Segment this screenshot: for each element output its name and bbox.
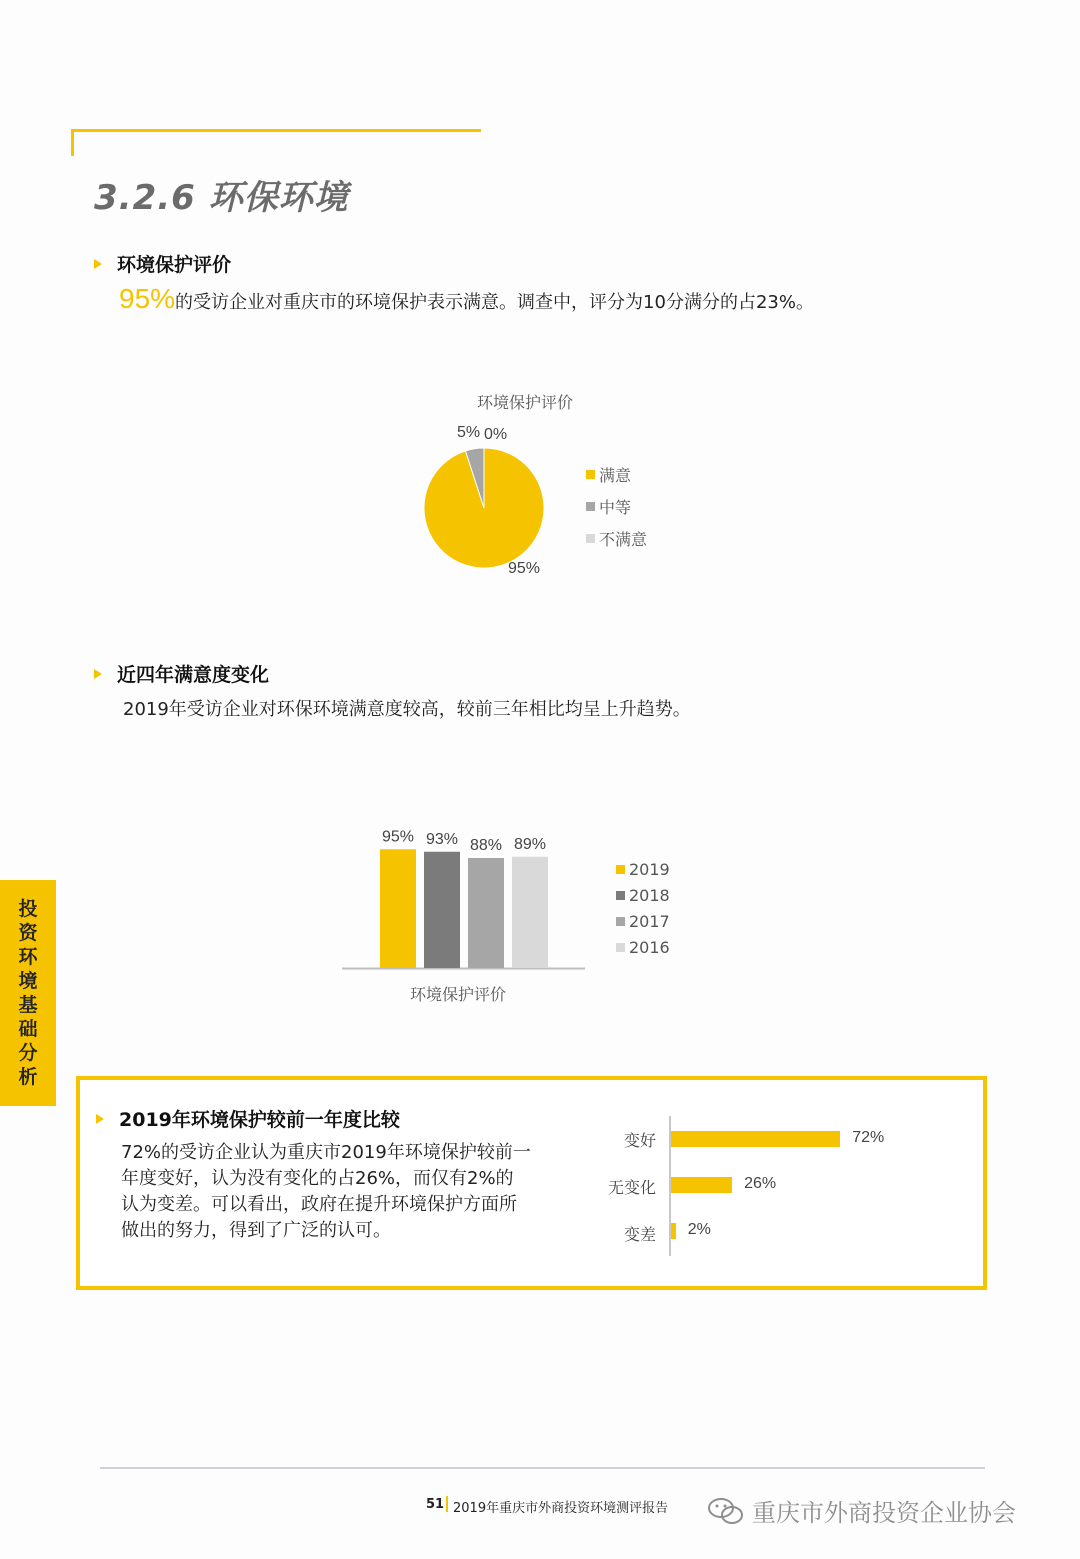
side-tab-char: 础 [18,1018,38,1040]
legend-swatch [616,943,625,952]
side-section-tab [0,880,56,1106]
heading-four-year-change-text: 近四年满意度变化 [117,664,270,686]
pie-label-unsatisfied: 0% [484,426,508,443]
side-tab-char: 资 [18,922,38,944]
hbar-worse [671,1223,676,1239]
hbar-category-better: 变好 [623,1131,656,1150]
legend-label: 满意 [599,465,632,485]
heading-year-comparison [96,1105,400,1132]
legend-label: 不满意 [599,529,648,549]
env-evaluation-paragraph [119,283,814,315]
corner-decoration-left [71,129,74,156]
side-tab-char: 投 [18,898,38,920]
bar-legend [616,856,670,960]
bar-chart-xlabel: 环境保护评价 [410,985,507,1004]
legend-label: 2018 [629,885,670,905]
hbar-category-worse: 变差 [623,1225,656,1244]
page-number: 51 [426,1497,445,1512]
pie-chart [420,444,550,574]
legend-item-2016 [616,934,670,960]
pie-label-neutral: 5% [457,424,481,441]
wechat-icon [706,1496,746,1526]
legend-item-2019 [616,856,670,882]
footer-divider [100,1467,985,1469]
side-tab-char: 境 [18,970,38,992]
pie-chart-title: 环境保护评价 [477,393,574,412]
heading-year-comparison-text: 2019年环境保护较前一年度比较 [119,1109,400,1131]
pie-label-satisfied: 95% [508,560,541,577]
side-tab-char: 基 [18,994,38,1016]
watermark [706,1493,1016,1528]
legend-label: 2017 [629,911,670,931]
hbar-value-worse: 2% [687,1221,711,1238]
legend-item-2017 [616,908,670,934]
comparison-paragraph: 72%的受访企业认为重庆市2019年环境保护较前一年度变好，认为没有变化的占26%，而仅有2%的认为变差。可以看出，政府在提升环境保护方面所做出的努力，得到了广泛的认可。 [121,1142,531,1241]
legend-item-unsatisfied [586,522,647,554]
watermark-text: 重庆市外商投资企业协会 [752,1499,1016,1527]
triangle-bullet-icon [96,1114,104,1124]
bar-label-2019: 95% [381,828,415,846]
comparison-box [76,1076,987,1290]
legend-item-neutral [586,490,647,522]
legend-swatch [586,502,595,511]
triangle-bullet-icon [94,259,102,269]
side-tab-char: 分 [18,1042,38,1064]
hbar-same [671,1177,732,1193]
hbar-value-same: 26% [744,1175,777,1192]
four-year-paragraph: 2019年受访企业对环保环境满意度较高，较前三年相比均呈上升趋势。 [123,699,691,720]
legend-label: 2016 [629,937,670,957]
side-tab-char: 析 [18,1066,38,1088]
footer-separator [446,1496,448,1512]
legend-label: 2019 [629,859,670,879]
bar-2018 [424,852,460,968]
corner-decoration-top [71,129,481,132]
hbar-value-better: 72% [852,1129,885,1146]
hbar-category-same: 无变化 [607,1178,656,1197]
hbar-better [671,1131,840,1147]
legend-item-satisfied [586,458,647,490]
bar-label-2018: 93% [425,830,459,848]
pie-legend [586,458,647,554]
env-evaluation-text: 的受访企业对重庆市的环境保护表示满意。调查中，评分为10分满分的占23%。 [175,292,814,313]
heading-env-evaluation [94,250,231,277]
bar-2019 [380,849,416,968]
report-title: 2019年重庆市外商投资环境测评报告 [453,1501,669,1516]
year-bar-chart [340,820,590,975]
heading-env-evaluation-text: 环境保护评价 [117,254,232,276]
legend-item-2018 [616,882,670,908]
legend-swatch [616,917,625,926]
bar-2016 [512,857,548,968]
bar-label-2017: 88% [469,837,503,854]
highlight-percent: 95% [119,283,176,314]
legend-swatch [586,470,595,479]
legend-swatch [616,865,625,874]
section-title: 3.2.6 环保环境 [94,178,349,218]
legend-label: 中等 [599,497,632,517]
bar-2017 [468,858,504,968]
heading-four-year-change [94,660,269,687]
legend-swatch [616,891,625,900]
triangle-bullet-icon [94,669,102,679]
legend-swatch [586,534,595,543]
side-tab-char: 环 [18,946,38,968]
bar-label-2016: 89% [513,835,547,853]
